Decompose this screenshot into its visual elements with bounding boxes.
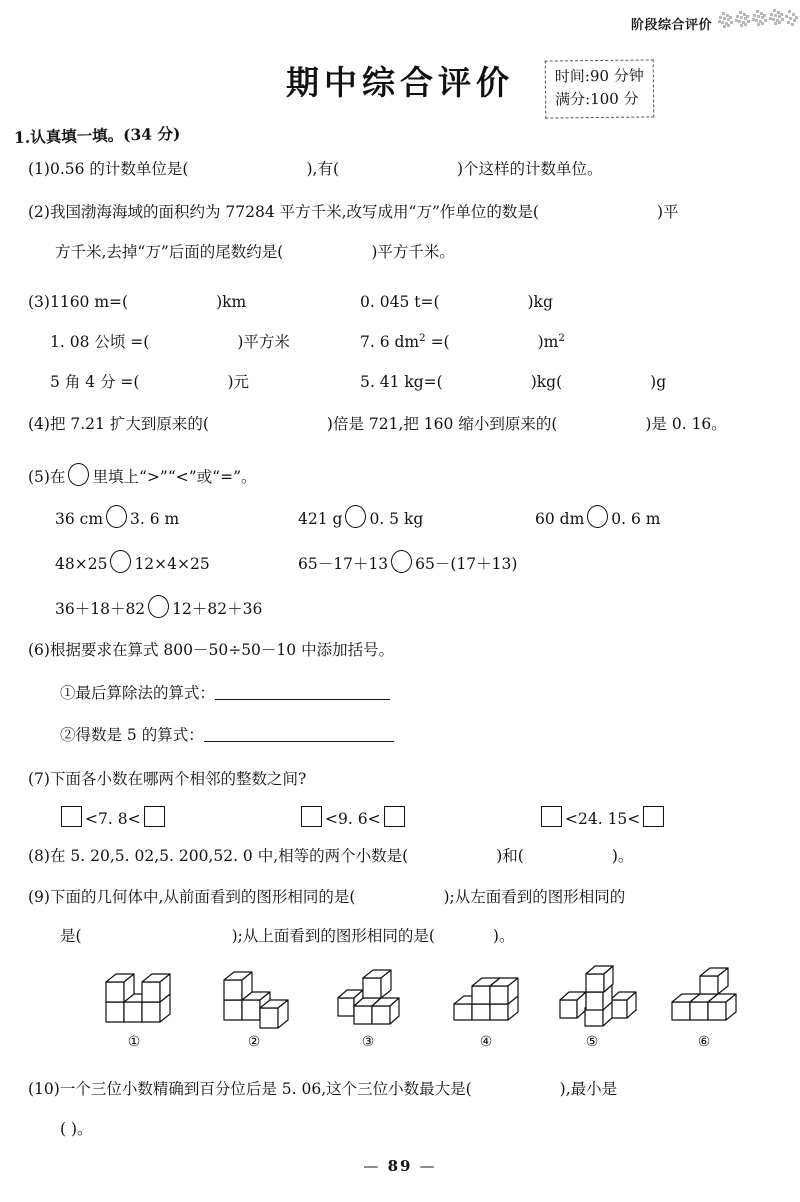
question-6-sub-1 bbox=[60, 684, 390, 703]
page-number: 89 bbox=[387, 1157, 413, 1175]
q3-r2-right-sup: 2 bbox=[419, 333, 426, 344]
question-10-line-2 bbox=[60, 1120, 93, 1139]
q7-item-1 bbox=[58, 806, 168, 829]
q5-row1-item3 bbox=[535, 505, 660, 529]
q5-row2-item1 bbox=[55, 550, 210, 574]
q5-r2-i2-left: 65－17＋13 bbox=[298, 555, 389, 573]
exam-total-score: 满分:100 分 bbox=[555, 89, 639, 109]
q5-r1-i3-circle[interactable] bbox=[587, 505, 608, 528]
figure-5 bbox=[558, 962, 668, 1050]
figure-2-cubes bbox=[214, 962, 324, 1032]
q1-label: (1) bbox=[28, 160, 50, 178]
q3-label: (3) bbox=[28, 293, 50, 311]
page-footer bbox=[0, 1157, 800, 1175]
question-3-row-1-left bbox=[28, 293, 246, 312]
q6-sub1-text: ①最后算除法的算式： bbox=[60, 684, 216, 702]
q5-r3-i1-circle[interactable] bbox=[148, 595, 169, 618]
q2-label: (2) bbox=[28, 203, 50, 221]
q6-sub2-text: ②得数是 5 的算式： bbox=[60, 726, 204, 744]
question-8 bbox=[28, 847, 633, 866]
q10-answer-blank-2[interactable]: ( )。 bbox=[60, 1120, 93, 1138]
figure-6-label: ⑥ bbox=[697, 1034, 711, 1050]
q5-r2-i1-left: 48×25 bbox=[55, 555, 108, 573]
q2-line1-a: 我国渤海海域的面积约为 77284 平方千米,改写成用“万”作单位的数是( bbox=[49, 203, 539, 221]
figure-2 bbox=[214, 962, 324, 1050]
section-number: 1. bbox=[13, 127, 31, 147]
question-3-row-2-right bbox=[360, 333, 565, 352]
figure-2-label: ② bbox=[247, 1034, 261, 1050]
q8-label: (8) bbox=[28, 847, 50, 865]
q1-text-c: )个这样的计数单位。 bbox=[457, 160, 603, 178]
figure-5-label: ⑤ bbox=[585, 1034, 599, 1050]
q9-line2-c: )。 bbox=[492, 927, 515, 945]
q3-r1-left-b: )km bbox=[216, 293, 247, 311]
q5-r1-i3-right: 0. 6 m bbox=[611, 510, 661, 528]
q5-instruction-b: 里填上“>”“<”或“=”。 bbox=[92, 468, 257, 486]
q6-sub1-answer-line[interactable] bbox=[215, 684, 390, 700]
figure-4-label: ④ bbox=[479, 1034, 493, 1050]
q5-r3-i1-left: 36＋18＋82 bbox=[55, 600, 146, 618]
q7-i2-box-right[interactable] bbox=[384, 806, 405, 827]
q3-r2-right-b: )m bbox=[537, 333, 559, 352]
q5-label: (5) bbox=[28, 468, 50, 486]
q5-r2-i2-right: 65－(17＋13) bbox=[415, 555, 518, 573]
question-3-row-1-right bbox=[360, 293, 553, 312]
q7-label: (7) bbox=[28, 770, 50, 788]
q9-line1-b: );从左面看到的图形相同的 bbox=[443, 888, 626, 906]
q10-label: (10) bbox=[28, 1080, 60, 1098]
q5-row2-item2 bbox=[298, 550, 517, 574]
q3-r3-left-b: )元 bbox=[227, 373, 250, 391]
decorative-pattern-icon bbox=[716, 8, 798, 38]
q7-i2-mid: <9. 6< bbox=[325, 810, 381, 828]
q4-text-b: )倍是 721,把 160 缩小到原来的( bbox=[326, 415, 558, 433]
figure-1-label: ① bbox=[127, 1034, 141, 1050]
q6-label: (6) bbox=[28, 641, 50, 659]
q9-label: (9) bbox=[28, 888, 50, 906]
question-6-sub-2 bbox=[60, 726, 394, 745]
q3-r2-right-a: 7. 6 dm bbox=[360, 333, 420, 352]
q5-row1-item2 bbox=[298, 505, 423, 529]
q5-r2-i1-circle[interactable] bbox=[110, 550, 131, 573]
question-10-line-1 bbox=[28, 1080, 617, 1099]
q5-inline-circle bbox=[68, 463, 89, 486]
q1-text-a: 0.56 的计数单位是( bbox=[49, 160, 189, 178]
q5-row1-item1 bbox=[55, 505, 179, 529]
page-title: 期中综合评价 bbox=[286, 63, 514, 102]
question-2-line-2 bbox=[55, 243, 455, 262]
q3-r1-right-a: 0. 045 t=( bbox=[360, 293, 440, 311]
question-3-row-3-left bbox=[50, 373, 249, 392]
q7-i3-box-right[interactable] bbox=[643, 806, 664, 827]
question-9-line-1 bbox=[28, 888, 625, 907]
question-7 bbox=[28, 770, 306, 789]
q8-text-a: 在 5. 20,5. 02,5. 200,52. 0 中,相等的两个小数是( bbox=[49, 847, 409, 865]
q10-line1-a: 一个三位小数精确到百分位后是 5. 06,这个三位小数最大是( bbox=[59, 1080, 472, 1098]
question-2-line-1 bbox=[28, 203, 679, 222]
q7-i1-mid: <7. 8< bbox=[85, 810, 141, 828]
q5-r1-i2-right: 0. 5 kg bbox=[369, 510, 424, 528]
figure-5-cubes bbox=[558, 962, 668, 1032]
exam-time: 时间:90 分钟 bbox=[554, 66, 644, 86]
figure-6-cubes bbox=[668, 962, 778, 1032]
q3-r3-right-a: 5. 41 kg=( bbox=[360, 373, 443, 391]
section-heading-text: 认真填一填。(34 分) bbox=[29, 123, 181, 147]
score-info-box bbox=[545, 59, 655, 118]
q2-line2-a: 方千米,去掉“万”后面的尾数约是( bbox=[55, 243, 284, 261]
q3-r3-right-c: )g bbox=[650, 373, 667, 391]
q4-label: (4) bbox=[28, 415, 50, 433]
figure-3-cubes bbox=[332, 962, 442, 1032]
q5-r1-i1-left: 36 cm bbox=[55, 510, 104, 528]
q3-r3-left-a: 5 角 4 分 =( bbox=[50, 373, 140, 391]
q5-r1-i1-right: 3. 6 m bbox=[130, 510, 180, 528]
q3-r1-right-b: )kg bbox=[527, 293, 553, 311]
q7-i3-mid: <24. 15< bbox=[565, 810, 641, 828]
q5-r1-i1-circle[interactable] bbox=[106, 505, 127, 528]
question-4 bbox=[28, 415, 727, 434]
q7-i3-box-left[interactable] bbox=[541, 806, 562, 827]
q8-text-b: )和( bbox=[496, 847, 524, 865]
q7-i1-box-left[interactable] bbox=[61, 806, 82, 827]
q9-line2-b: );从上面看到的图形相同的是( bbox=[231, 927, 435, 945]
figure-3-label: ③ bbox=[361, 1034, 375, 1050]
running-head: 阶段综合评价 bbox=[630, 18, 712, 33]
figure-3 bbox=[332, 962, 442, 1050]
q2-line1-b: )平 bbox=[656, 203, 679, 221]
q5-instruction-a: 在 bbox=[49, 468, 66, 486]
section-heading bbox=[14, 122, 181, 148]
question-3-row-3-right bbox=[360, 373, 666, 392]
q3-r2-left-b: )平方米 bbox=[237, 333, 290, 351]
q7-item-2 bbox=[298, 806, 408, 829]
question-3-row-2-left bbox=[50, 333, 290, 352]
figure-4-cubes bbox=[448, 962, 558, 1032]
q7-text: 下面各小数在哪两个相邻的整数之间? bbox=[49, 770, 307, 788]
q9-line1-a: 下面的几何体中,从前面看到的图形相同的是( bbox=[49, 888, 356, 906]
q7-item-3 bbox=[538, 806, 667, 829]
q3-r1-left-a: 1160 m=( bbox=[49, 293, 129, 311]
q5-r1-i2-circle[interactable] bbox=[345, 505, 366, 528]
q10-line1-b: ),最小是 bbox=[559, 1080, 618, 1098]
footer-dash-left: — bbox=[363, 1157, 381, 1175]
figure-4 bbox=[448, 962, 558, 1050]
q6-sub2-answer-line[interactable] bbox=[204, 726, 394, 742]
q1-text-b: ),有( bbox=[306, 160, 339, 178]
q3-r2-right-eq: =( bbox=[425, 333, 450, 352]
question-9-line-2 bbox=[60, 927, 514, 946]
q5-r1-i3-left: 60 dm bbox=[535, 510, 585, 528]
geometry-figures-row bbox=[96, 962, 746, 1062]
footer-dash-right: — bbox=[419, 1157, 437, 1175]
q4-text-c: )是 0. 16。 bbox=[645, 415, 727, 433]
question-1 bbox=[28, 160, 603, 179]
q5-row3-item1 bbox=[55, 595, 262, 619]
q5-r2-i2-circle[interactable] bbox=[391, 550, 412, 573]
figure-1-cubes bbox=[96, 962, 206, 1032]
q2-line2-b: )平方千米。 bbox=[371, 243, 455, 261]
q3-r2-right-b-sup: 2 bbox=[558, 333, 565, 344]
figure-1 bbox=[96, 962, 206, 1050]
q7-i2-box-left[interactable] bbox=[301, 806, 322, 827]
q9-line2-a: 是( bbox=[60, 927, 82, 945]
q3-r2-left-a: 1. 08 公顷 =( bbox=[50, 333, 150, 351]
q4-text-a: 把 7.21 扩大到原来的( bbox=[49, 415, 209, 433]
question-5-instruction bbox=[28, 463, 257, 487]
question-6 bbox=[28, 641, 394, 660]
q7-i1-box-right[interactable] bbox=[144, 806, 165, 827]
q6-text: 根据要求在算式 800－50÷50－10 中添加括号。 bbox=[49, 641, 395, 659]
q5-r2-i1-right: 12×4×25 bbox=[134, 555, 210, 573]
q5-r1-i2-left: 421 g bbox=[298, 510, 343, 528]
q3-r3-right-b: )kg( bbox=[530, 373, 563, 391]
figure-6 bbox=[668, 962, 778, 1050]
q8-text-c: )。 bbox=[611, 847, 634, 865]
q5-r3-i1-right: 12＋82＋36 bbox=[172, 600, 263, 618]
